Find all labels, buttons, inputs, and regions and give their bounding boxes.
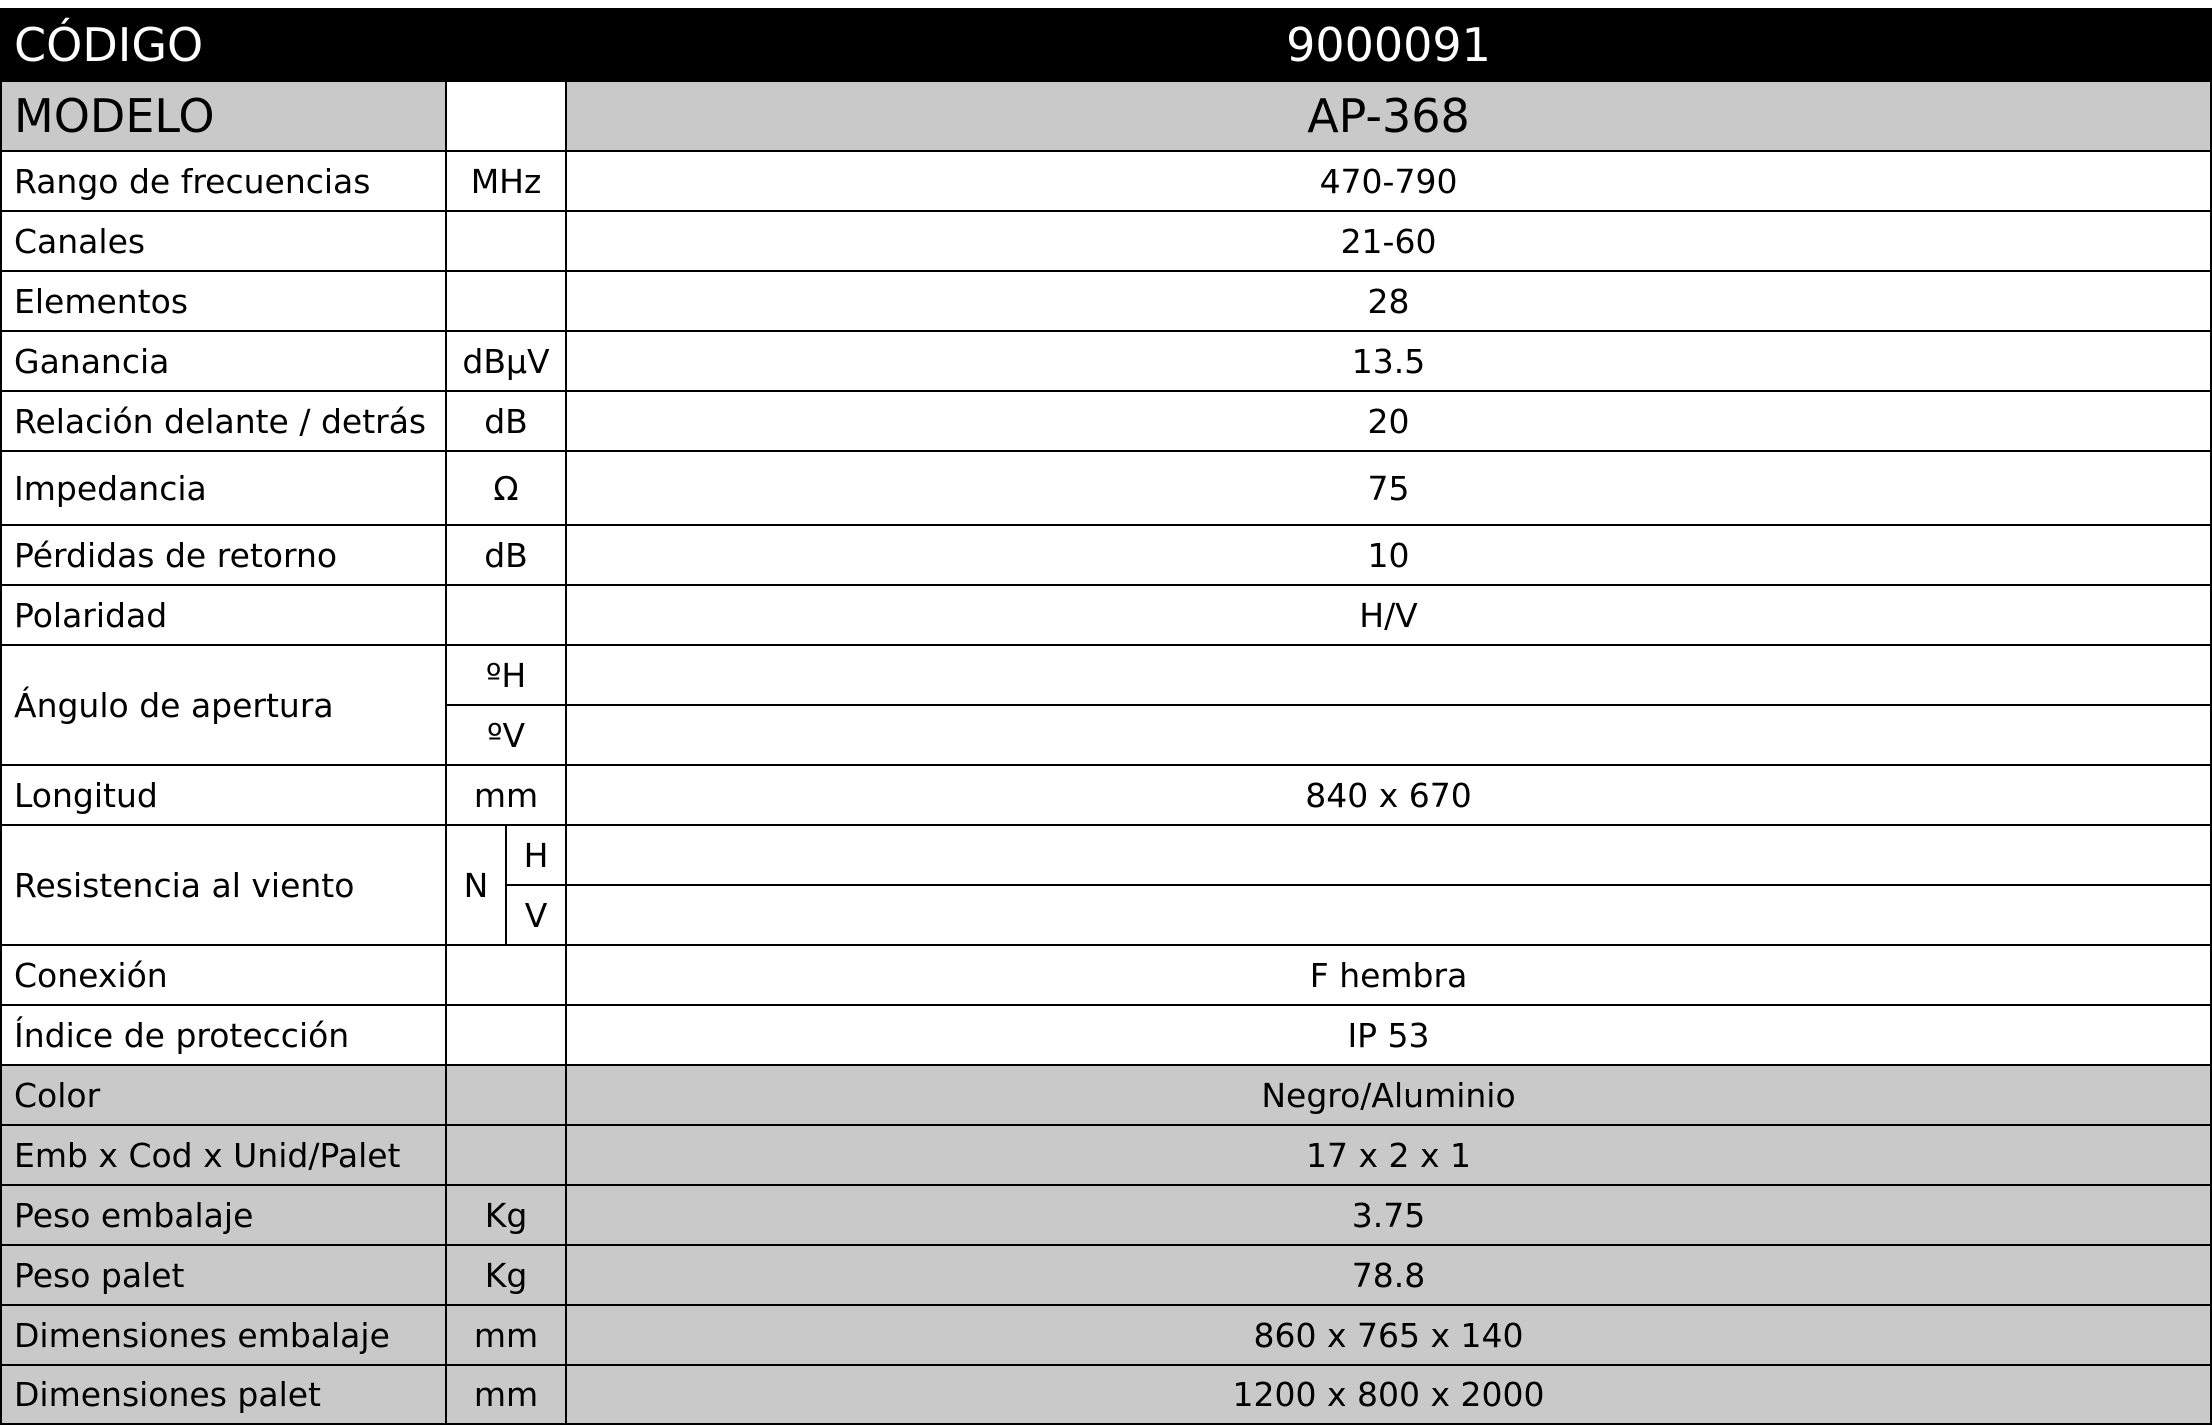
row-value: 470-790	[566, 151, 2211, 211]
row-value-v	[566, 885, 2211, 945]
row-label: Peso palet	[1, 1245, 446, 1305]
spec-row-elementos	[1, 271, 2211, 331]
model-label: MODELO	[1, 81, 446, 151]
row-label: Color	[1, 1065, 446, 1125]
spec-row-conexion	[1, 945, 2211, 1005]
row-value: 78.8	[566, 1245, 2211, 1305]
row-label: Polaridad	[1, 585, 446, 645]
row-label: Conexión	[1, 945, 446, 1005]
spec-row-canales	[1, 211, 2211, 271]
row-unit	[446, 945, 566, 1005]
row-unit	[446, 585, 566, 645]
row-value: 75	[566, 451, 2211, 525]
row-label: Ganancia	[1, 331, 446, 391]
row-unit: MHz	[446, 151, 566, 211]
spec-row-polaridad	[1, 585, 2211, 645]
row-label: Canales	[1, 211, 446, 271]
spec-row-ganancia	[1, 331, 2211, 391]
row-value-v	[566, 705, 2211, 765]
spec-row-indice	[1, 1005, 2211, 1065]
row-label: Pérdidas de retorno	[1, 525, 446, 585]
spec-row-perdidas	[1, 525, 2211, 585]
spec-row-dim-palet	[1, 1365, 2211, 1424]
model-value: AP-368	[566, 81, 2211, 151]
row-value: 860 x 765 x 140	[566, 1305, 2211, 1365]
row-value: 3.75	[566, 1185, 2211, 1245]
spec-row-rango	[1, 151, 2211, 211]
row-value: 840 x 670	[566, 765, 2211, 825]
model-row	[1, 81, 2211, 151]
spec-row-peso-emb	[1, 1185, 2211, 1245]
spec-row-impedancia	[1, 451, 2211, 525]
row-value: 28	[566, 271, 2211, 331]
row-value: F hembra	[566, 945, 2211, 1005]
row-unit: dBμV	[446, 331, 566, 391]
row-unit: dB	[446, 391, 566, 451]
row-label: Elementos	[1, 271, 446, 331]
spec-row-angulo-h	[1, 645, 2211, 705]
row-unit: mm	[446, 1365, 566, 1424]
code-label: CÓDIGO	[1, 9, 566, 81]
code-row	[1, 9, 2211, 81]
row-unit	[446, 1065, 566, 1125]
row-unit	[446, 1005, 566, 1065]
row-label: Longitud	[1, 765, 446, 825]
row-value-h	[566, 645, 2211, 705]
row-label: Relación delante / detrás	[1, 391, 446, 451]
row-unit	[446, 1125, 566, 1185]
row-sub-h: H	[506, 825, 566, 885]
row-label: Impedancia	[1, 451, 446, 525]
spec-row-relacion	[1, 391, 2211, 451]
row-unit: Ω	[446, 451, 566, 525]
model-unit	[446, 81, 566, 151]
row-label: Resistencia al viento	[1, 825, 446, 945]
row-value: 10	[566, 525, 2211, 585]
row-unit: mm	[446, 1305, 566, 1365]
row-unit-v: ºV	[446, 705, 566, 765]
row-label: Emb x Cod x Unid/Palet	[1, 1125, 446, 1185]
row-unit: mm	[446, 765, 566, 825]
row-unit: Kg	[446, 1185, 566, 1245]
row-value: 1200 x 800 x 2000	[566, 1365, 2211, 1424]
spec-row-dim-emb	[1, 1305, 2211, 1365]
spec-row-color	[1, 1065, 2211, 1125]
row-unit: dB	[446, 525, 566, 585]
row-unit	[446, 271, 566, 331]
spec-table	[0, 8, 2212, 1425]
row-value: 21-60	[566, 211, 2211, 271]
spec-row-emb	[1, 1125, 2211, 1185]
row-label: Dimensiones palet	[1, 1365, 446, 1424]
row-value-h	[566, 825, 2211, 885]
row-label: Índice de protección	[1, 1005, 446, 1065]
row-value: IP 53	[566, 1005, 2211, 1065]
code-value: 9000091	[566, 9, 2211, 81]
spec-row-peso-palet	[1, 1245, 2211, 1305]
row-unit: N	[446, 825, 506, 945]
row-sub-v: V	[506, 885, 566, 945]
row-unit	[446, 211, 566, 271]
spec-row-resistencia-h	[1, 825, 2211, 885]
row-value: H/V	[566, 585, 2211, 645]
row-value: Negro/Aluminio	[566, 1065, 2211, 1125]
row-label: Ángulo de apertura	[1, 645, 446, 765]
row-label: Peso embalaje	[1, 1185, 446, 1245]
spec-row-longitud	[1, 765, 2211, 825]
row-unit: Kg	[446, 1245, 566, 1305]
row-value: 17 x 2 x 1	[566, 1125, 2211, 1185]
row-value: 20	[566, 391, 2211, 451]
row-unit-h: ºH	[446, 645, 566, 705]
row-label: Dimensiones embalaje	[1, 1305, 446, 1365]
row-label: Rango de frecuencias	[1, 151, 446, 211]
row-value: 13.5	[566, 331, 2211, 391]
